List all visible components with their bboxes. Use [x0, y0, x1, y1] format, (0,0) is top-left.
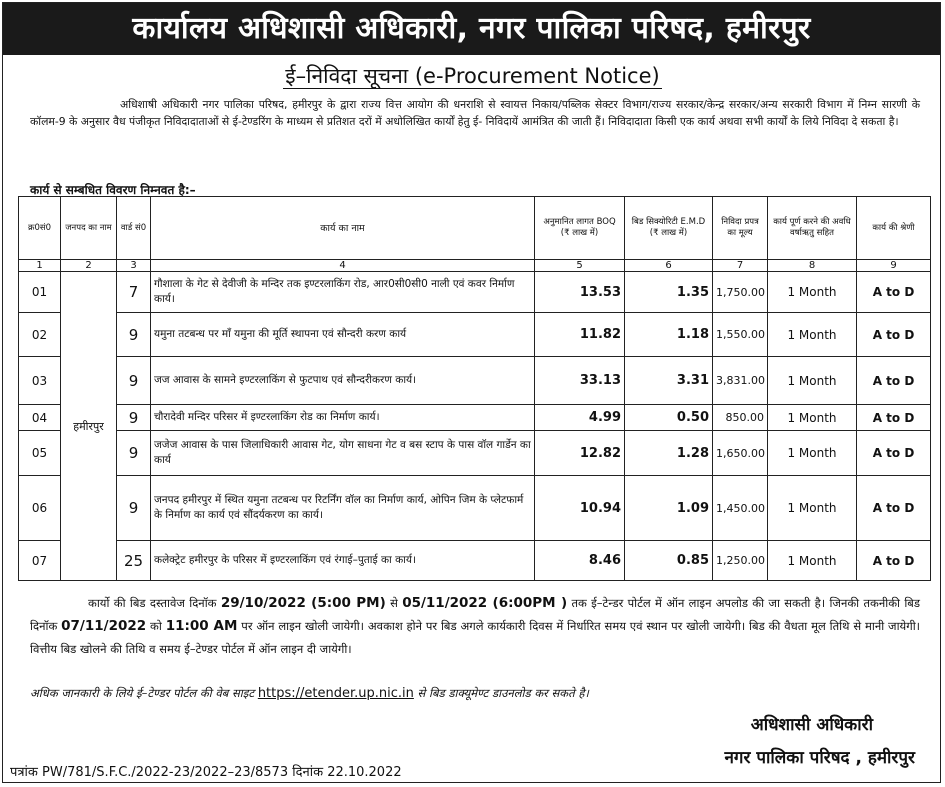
row-ward: 9 [117, 357, 151, 405]
row-period: 1 Month [768, 357, 857, 405]
row-category: A to D [857, 405, 931, 431]
row-work: जज आवास के सामने इण्टरलाकिंग से फुटपाथ एवं सौन्दरीकरण कार्य। [151, 357, 535, 405]
row-cost: 13.53 [535, 272, 625, 313]
row-category: A to D [857, 313, 931, 357]
row-work: गौशाला के गेट से देवीजी के मन्दिर तक इण्टरलाकिंग रोड, आर0सी0सी0 नाली एवं कवर निर्माण कार्य। [151, 272, 535, 313]
row-category: A to D [857, 476, 931, 541]
row-period: 1 Month [768, 431, 857, 476]
technical-bid-time: 11:00 AM [165, 618, 238, 634]
row-fee: 3,831.00 [713, 357, 768, 405]
row-cost: 33.13 [535, 357, 625, 405]
row-emd: 1.18 [625, 313, 713, 357]
row-fee: 1,550.00 [713, 313, 768, 357]
row-sn: 01 [19, 272, 61, 313]
district-name: हमीरपुर [61, 272, 117, 581]
table-row [19, 431, 931, 476]
col-number: 7 [713, 260, 768, 272]
col-number: 5 [535, 260, 625, 272]
row-work: कलेक्ट्रेट हमीरपुर के परिसर में इण्टरलाकिंग एवं रंगाई–पुताई का कार्य। [151, 541, 535, 581]
col-number: 6 [625, 260, 713, 272]
table-subheading: कार्य से सम्बधित विवरण निम्नवत है:– [30, 183, 196, 197]
upload-end-date: 05/11/2022 (6:00PM ) [402, 595, 568, 611]
header-cost: अनुमानित लागत BOQ (₹ लाख में) [535, 197, 625, 260]
row-category: A to D [857, 272, 931, 313]
row-fee: 1,250.00 [713, 541, 768, 581]
row-work: जनपद हमीरपुर में स्थित यमुना तटबन्ध पर रिटर्निंग वॉल का निर्माण कार्य, ओपिन जिम के प्लेटफार्म के निर्माण का कार्य एवं सौंदर्यकरण का कार्य। [151, 476, 535, 541]
header-category: कार्य की श्रेणी [857, 197, 931, 260]
row-ward: 7 [117, 272, 151, 313]
row-sn: 05 [19, 431, 61, 476]
intro-paragraph: अधिशाषी अधिकारी नगर पालिका परिषद, हमीरपुर के द्वारा राज्य वित्त आयोग की धनराशि से स्वायत्त निकाय/पब्लिक सेक्टर विभाग/राज्य सरकार/केन्द्र सरकार/अन्य सरकारी विभाग में निम्न सारणी के कॉलम-9 के अनुसार वैध पंजीकृत निविदादाताओं से ई-टेण्डरिंग के माध्यम से प्रतिशत दरों में अधोलिखित कार्यों हेतु ई- निविदायें आमंत्रित की जाती हैं। निविदादाता किसी एक कार्य अथवा सभी कार्यों के लिये निविदा दे सकता है। [30, 98, 920, 128]
signatory-office: नगर पालिका परिषद , हमीरपुर [724, 748, 915, 768]
header-ward: वार्ड सं0 [117, 197, 151, 260]
table-row [19, 476, 931, 541]
website-line: अधिक जानकारी के लिये ई–टेण्डर पोर्टल की वेब साइट https://etender.up.nic.in से बिड डाक्यूमेण्ट डाउनलोड कर सकते है। [30, 686, 589, 701]
table-row [19, 313, 931, 357]
row-fee: 850.00 [713, 405, 768, 431]
table-row [19, 272, 931, 313]
row-fee: 1,750.00 [713, 272, 768, 313]
row-work: यमुना तटबन्ध पर माँ यमुना की मूर्ति स्थापना एवं सौन्दरी करण कार्य [151, 313, 535, 357]
row-cost: 12.82 [535, 431, 625, 476]
row-work: चौरादेवी मन्दिर परिसर में इण्टरलाकिंग रोड का निर्माण कार्य। [151, 405, 535, 431]
row-sn: 04 [19, 405, 61, 431]
row-emd: 3.31 [625, 357, 713, 405]
reference-number: पत्रांक PW/781/S.F.C./2022-23/2022–23/8573 दिनांक 22.10.2022 [10, 765, 402, 780]
header-sn: क्र0सं0 [19, 197, 61, 260]
col-number: 2 [61, 260, 117, 272]
bid-schedule-paragraph: कार्यो की बिड दस्तावेज दिनॉक 29/10/2022 (5:00 PM) से 05/11/2022 (6:00PM ) तक ई–टेन्डर पोर्टल में ऑन लाइन अपलोड की जा सकती है। जिनकी तकनीकी बिड दिनॉक 07/11/2022 को 11:00 AM पर ऑन लाइन खोली जायेगी। अवकाश होने पर बिड अगले कार्यकारी दिवस में निर्धारित समय एवं स्थान पर खोली जायेगी। बिड की वैधता मूल तिथि से मानी जायेगी। वित्तीय बिड खोलने की तिथि व समय ई–टेण्डर पोर्टल में ऑन लाइन दी जायेगी। [30, 595, 921, 656]
row-category: A to D [857, 431, 931, 476]
signatory-title: अधिशासी अधिकारी [750, 715, 873, 735]
row-cost: 10.94 [535, 476, 625, 541]
row-period: 1 Month [768, 405, 857, 431]
col-number: 4 [151, 260, 535, 272]
col-number: 9 [857, 260, 931, 272]
works-table [18, 196, 931, 581]
table-row [19, 541, 931, 581]
table-row [19, 405, 931, 431]
row-period: 1 Month [768, 272, 857, 313]
table-header-row [19, 197, 931, 260]
row-sn: 02 [19, 313, 61, 357]
row-emd: 1.09 [625, 476, 713, 541]
upload-start-date: 29/10/2022 (5:00 PM) [220, 595, 386, 611]
row-ward: 9 [117, 431, 151, 476]
header-work: कार्य का नाम [151, 197, 535, 260]
table-row [19, 357, 931, 405]
row-cost: 4.99 [535, 405, 625, 431]
row-cost: 11.82 [535, 313, 625, 357]
col-number: 8 [768, 260, 857, 272]
notice-title: ई–निविदा सूचना (e-Procurement Notice) [285, 64, 660, 88]
header-period: कार्य पूर्ण करने की अवधि वर्षाऋतु सहित [768, 197, 857, 260]
row-emd: 0.50 [625, 405, 713, 431]
row-cost: 8.46 [535, 541, 625, 581]
column-number-row [19, 260, 931, 272]
row-sn: 07 [19, 541, 61, 581]
row-emd: 0.85 [625, 541, 713, 581]
row-emd: 1.28 [625, 431, 713, 476]
row-category: A to D [857, 357, 931, 405]
row-period: 1 Month [768, 541, 857, 581]
header-district: जनपद का नाम [61, 197, 117, 260]
office-banner: कार्यालय अधिशासी अधिकारी, नगर पालिका परिषद, हमीरपुर [3, 3, 940, 55]
row-period: 1 Month [768, 313, 857, 357]
row-category: A to D [857, 541, 931, 581]
etender-link[interactable]: https://etender.up.nic.in [257, 686, 414, 701]
row-fee: 1,650.00 [713, 431, 768, 476]
row-emd: 1.35 [625, 272, 713, 313]
row-work: जजेज आवास के पास जिलाधिकारी आवास गेट, योग साधना गेट व बस स्टाप के पास वॉल गार्डेन का कार्य [151, 431, 535, 476]
header-fee: निविदा प्रपत्र का मूल्य [713, 197, 768, 260]
row-ward: 9 [117, 405, 151, 431]
row-sn: 06 [19, 476, 61, 541]
row-ward: 9 [117, 476, 151, 541]
row-fee: 1,450.00 [713, 476, 768, 541]
col-number: 3 [117, 260, 151, 272]
technical-bid-date: 07/11/2022 [61, 618, 147, 634]
row-ward: 9 [117, 313, 151, 357]
row-sn: 03 [19, 357, 61, 405]
header-emd: बिड सिक्योरिटी E.M.D (₹ लाख में) [625, 197, 713, 260]
row-ward: 25 [117, 541, 151, 581]
col-number: 1 [19, 260, 61, 272]
row-period: 1 Month [768, 476, 857, 541]
